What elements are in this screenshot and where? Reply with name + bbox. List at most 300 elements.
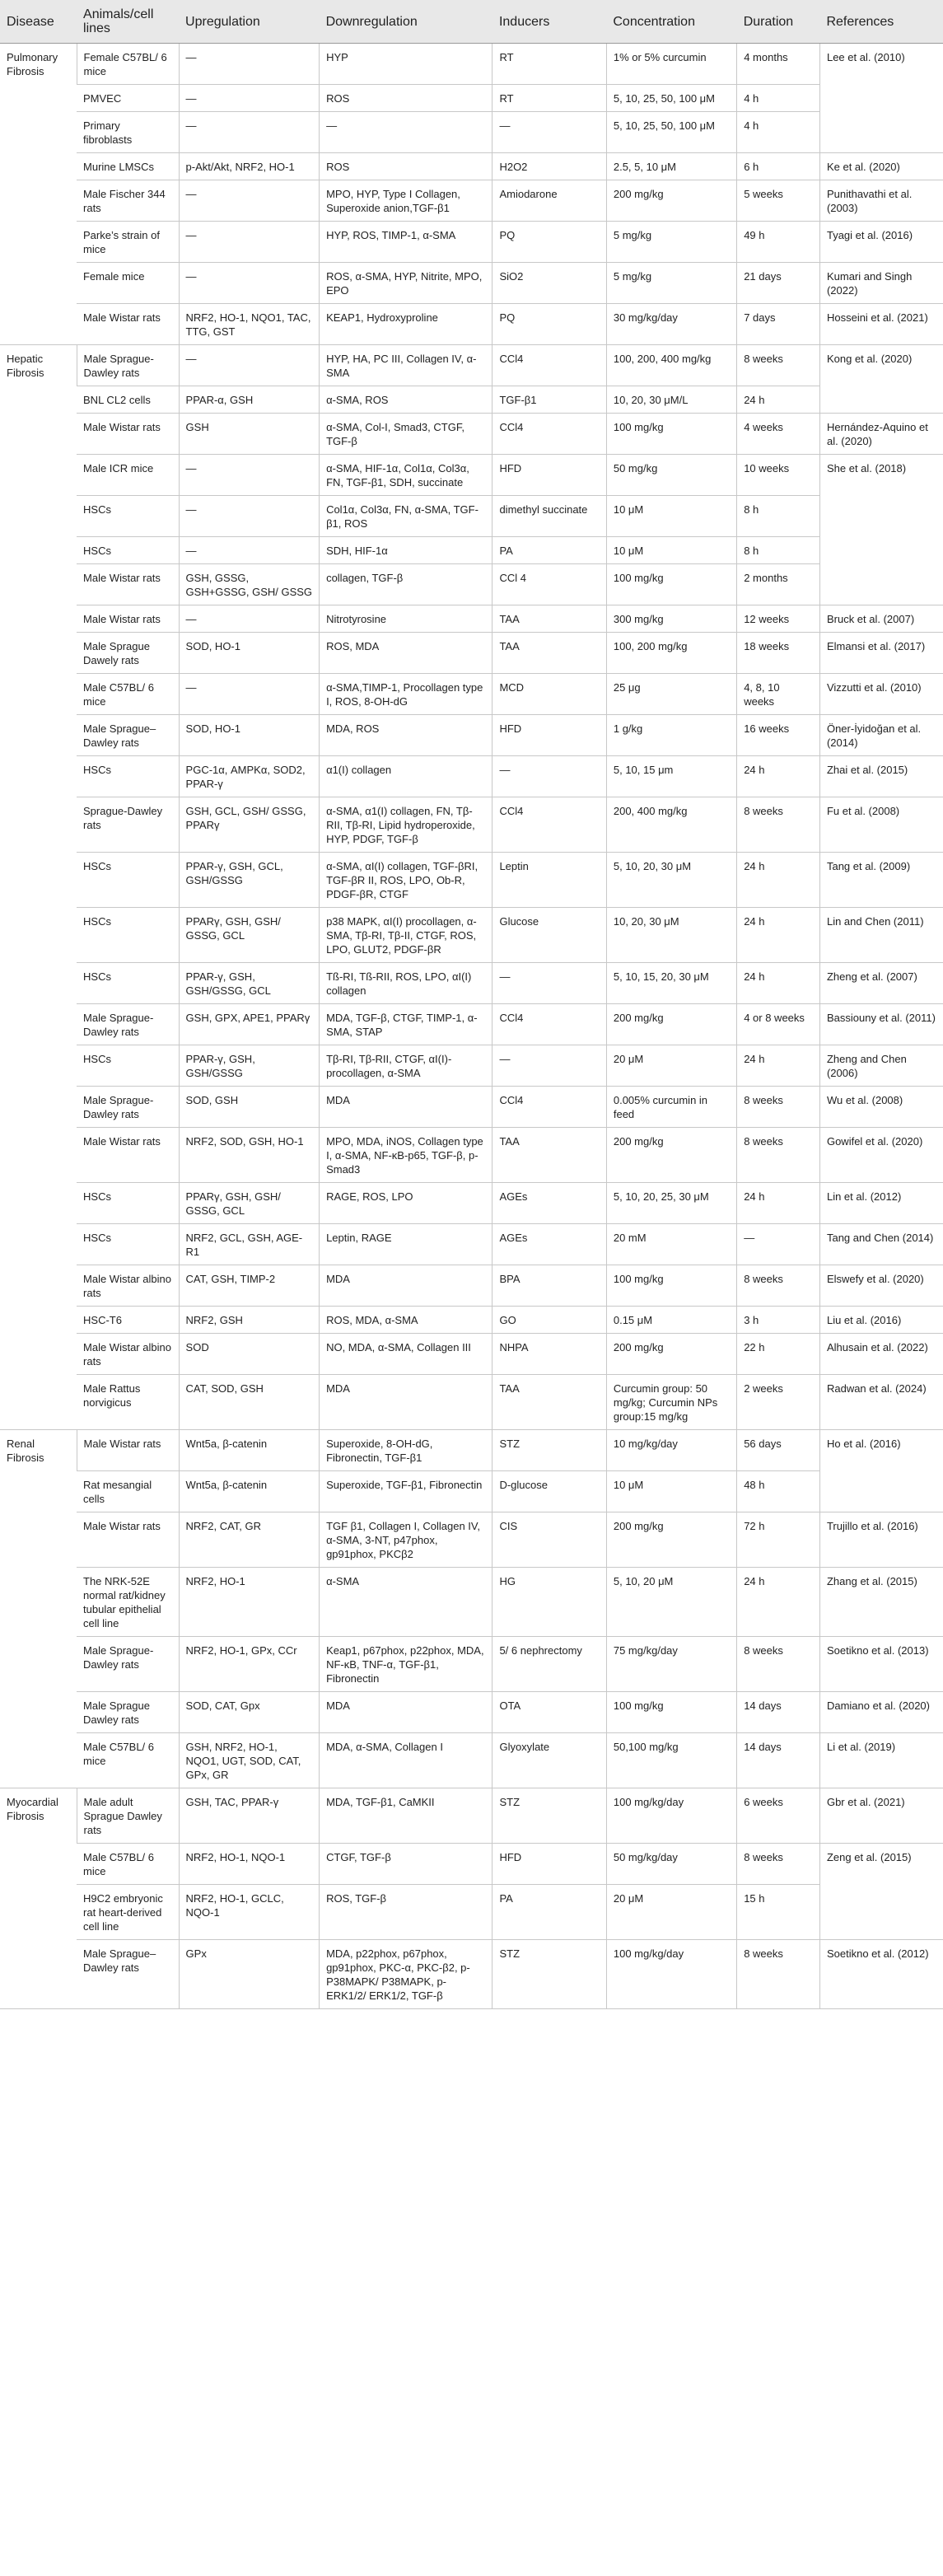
duration-cell: 6 weeks bbox=[737, 1788, 820, 1844]
inducer-cell: GO bbox=[493, 1307, 606, 1334]
downregulation-cell: Keap1, p67phox, p22phox, MDA, NF-κB, TNF-α, TGF-β1, Fibronectin bbox=[320, 1637, 493, 1692]
animal-cell: Male Fischer 344 rats bbox=[77, 180, 179, 222]
table-row bbox=[0, 537, 943, 564]
reference-cell: Tang et al. (2009) bbox=[819, 853, 943, 908]
concentration-cell: 100, 200 mg/kg bbox=[606, 633, 736, 674]
duration-cell: 24 h bbox=[737, 908, 820, 963]
concentration-cell: 100 mg/kg bbox=[606, 414, 736, 455]
animal-cell: Male C57BL/ 6 mice bbox=[77, 1844, 179, 1885]
animal-cell: Rat mesangial cells bbox=[77, 1471, 179, 1512]
reference-cell: Damiano et al. (2020) bbox=[819, 1692, 943, 1733]
table-row bbox=[0, 222, 943, 263]
inducer-cell: CCl 4 bbox=[493, 564, 606, 605]
upregulation-cell: Wnt5a, β-catenin bbox=[179, 1430, 320, 1471]
table-row bbox=[0, 908, 943, 963]
duration-cell: 4, 8, 10 weeks bbox=[737, 674, 820, 715]
inducer-cell: STZ bbox=[493, 1430, 606, 1471]
animal-cell: Male Sprague Dawely rats bbox=[77, 633, 179, 674]
animal-cell: Male Wistar rats bbox=[77, 564, 179, 605]
table-row bbox=[0, 715, 943, 756]
concentration-cell: 30 mg/kg/day bbox=[606, 304, 736, 345]
table-row bbox=[0, 153, 943, 180]
animal-cell: HSCs bbox=[77, 908, 179, 963]
concentration-cell: 200 mg/kg bbox=[606, 1128, 736, 1183]
duration-cell: 18 weeks bbox=[737, 633, 820, 674]
animal-cell: H9C2 embryonic rat heart-derived cell line bbox=[77, 1885, 179, 1940]
table-row bbox=[0, 1940, 943, 2009]
upregulation-cell: NRF2, HO-1, GPx, CCr bbox=[179, 1637, 320, 1692]
duration-cell: 24 h bbox=[737, 1568, 820, 1637]
reference-cell: Elmansi et al. (2017) bbox=[819, 633, 943, 674]
concentration-cell: 10 mg/kg/day bbox=[606, 1430, 736, 1471]
inducer-cell: Glyoxylate bbox=[493, 1733, 606, 1788]
reference-cell: Zheng and Chen (2006) bbox=[819, 1045, 943, 1087]
duration-cell: 8 weeks bbox=[737, 345, 820, 386]
downregulation-cell: HYP bbox=[320, 44, 493, 85]
duration-cell: 10 weeks bbox=[737, 455, 820, 496]
concentration-cell: 100 mg/kg bbox=[606, 1692, 736, 1733]
animal-cell: HSCs bbox=[77, 1224, 179, 1265]
downregulation-cell: MDA, p22phox, p67phox, gp91phox, PKC-α, PKC-β2, p-P38MAPK/ P38MAPK, p-ERK1/2/ ERK1/2, TGF-β bbox=[320, 1940, 493, 2009]
duration-cell: 49 h bbox=[737, 222, 820, 263]
duration-cell: 8 h bbox=[737, 537, 820, 564]
upregulation-cell: NRF2, SOD, GSH, HO-1 bbox=[179, 1128, 320, 1183]
concentration-cell: 10, 20, 30 μM bbox=[606, 908, 736, 963]
downregulation-cell: MDA, ROS bbox=[320, 715, 493, 756]
concentration-cell: 300 mg/kg bbox=[606, 605, 736, 633]
animal-cell: HSCs bbox=[77, 1183, 179, 1224]
inducer-cell: HFD bbox=[493, 715, 606, 756]
duration-cell: 14 days bbox=[737, 1733, 820, 1788]
reference-cell: Lee et al. (2010) bbox=[819, 44, 943, 153]
table-row bbox=[0, 263, 943, 304]
table-row bbox=[0, 1733, 943, 1788]
table-row bbox=[0, 963, 943, 1004]
reference-cell: Ho et al. (2016) bbox=[819, 1430, 943, 1512]
downregulation-cell: α-SMA, Col-I, Smad3, CTGF, TGF-β bbox=[320, 414, 493, 455]
reference-cell: Punithavathi et al. (2003) bbox=[819, 180, 943, 222]
inducer-cell: Amiodarone bbox=[493, 180, 606, 222]
reference-cell: Öner-İyidoğan et al. (2014) bbox=[819, 715, 943, 756]
concentration-cell: 200 mg/kg bbox=[606, 1334, 736, 1375]
concentration-cell: 10, 20, 30 μM/L bbox=[606, 386, 736, 414]
upregulation-cell: — bbox=[179, 222, 320, 263]
duration-cell: 22 h bbox=[737, 1334, 820, 1375]
animal-cell: HSCs bbox=[77, 853, 179, 908]
inducer-cell: CCl4 bbox=[493, 414, 606, 455]
inducer-cell: HG bbox=[493, 1568, 606, 1637]
table-row bbox=[0, 85, 943, 112]
animal-cell: Male Wistar rats bbox=[77, 1430, 179, 1471]
concentration-cell: 5 mg/kg bbox=[606, 222, 736, 263]
upregulation-cell: — bbox=[179, 180, 320, 222]
upregulation-cell: — bbox=[179, 345, 320, 386]
duration-cell: 4 h bbox=[737, 85, 820, 112]
downregulation-cell: MPO, MDA, iNOS, Collagen type I, α-SMA, NF-κB-p65, TGF-β, p-Smad3 bbox=[320, 1128, 493, 1183]
downregulation-cell: MDA, TGF-β, CTGF, TIMP-1, α-SMA, STAP bbox=[320, 1004, 493, 1045]
table-row bbox=[0, 1430, 943, 1471]
upregulation-cell: Wnt5a, β-catenin bbox=[179, 1471, 320, 1512]
disease-cell: Myocardial Fibrosis bbox=[0, 1788, 77, 2009]
concentration-cell: 20 μM bbox=[606, 1045, 736, 1087]
disease-cell: Pulmonary Fibrosis bbox=[0, 44, 77, 345]
downregulation-cell: — bbox=[320, 112, 493, 153]
concentration-cell: 5, 10, 20, 25, 30 μM bbox=[606, 1183, 736, 1224]
reference-cell: Ke et al. (2020) bbox=[819, 153, 943, 180]
downregulation-cell: ROS, MDA, α-SMA bbox=[320, 1307, 493, 1334]
concentration-cell: 5, 10, 15, 20, 30 μM bbox=[606, 963, 736, 1004]
inducer-cell: TGF-β1 bbox=[493, 386, 606, 414]
upregulation-cell: NRF2, HO-1, NQO1, TAC, TTG, GST bbox=[179, 304, 320, 345]
inducer-cell: PQ bbox=[493, 222, 606, 263]
upregulation-cell: NRF2, HO-1, GCLC, NQO-1 bbox=[179, 1885, 320, 1940]
downregulation-cell: CTGF, TGF-β bbox=[320, 1844, 493, 1885]
animal-cell: Parke’s strain of mice bbox=[77, 222, 179, 263]
downregulation-cell: TGF β1, Collagen I, Collagen IV, α-SMA, 3-NT, p47phox, gp91phox, PKCβ2 bbox=[320, 1512, 493, 1568]
table-row bbox=[0, 605, 943, 633]
animal-cell: Male Wistar albino rats bbox=[77, 1334, 179, 1375]
upregulation-cell: NRF2, GSH bbox=[179, 1307, 320, 1334]
duration-cell: 8 weeks bbox=[737, 1940, 820, 2009]
duration-cell: — bbox=[737, 1224, 820, 1265]
reference-cell: Wu et al. (2008) bbox=[819, 1087, 943, 1128]
downregulation-cell: α-SMA, ROS bbox=[320, 386, 493, 414]
animal-cell: Male Sprague-Dawley rats bbox=[77, 345, 179, 386]
duration-cell: 24 h bbox=[737, 963, 820, 1004]
disease-cell: Renal Fibrosis bbox=[0, 1430, 77, 1788]
reference-cell: Alhusain et al. (2022) bbox=[819, 1334, 943, 1375]
upregulation-cell: GSH bbox=[179, 414, 320, 455]
downregulation-cell: Superoxide, 8-OH-dG, Fibronectin, TGF-β1 bbox=[320, 1430, 493, 1471]
inducer-cell: CIS bbox=[493, 1512, 606, 1568]
concentration-cell: 200 mg/kg bbox=[606, 180, 736, 222]
table-row bbox=[0, 797, 943, 853]
downregulation-cell: α-SMA, α1(I) collagen, FN, Tβ-RII, Tβ-RI, Lipid hydroperoxide, HYP, PDGF, TGF-β bbox=[320, 797, 493, 853]
downregulation-cell: ROS, MDA bbox=[320, 633, 493, 674]
inducer-cell: TAA bbox=[493, 1128, 606, 1183]
table-row bbox=[0, 1128, 943, 1183]
downregulation-cell: MDA, α-SMA, Collagen I bbox=[320, 1733, 493, 1788]
animal-cell: Male adult Sprague Dawley rats bbox=[77, 1788, 179, 1844]
duration-cell: 48 h bbox=[737, 1471, 820, 1512]
header-inducers: Inducers bbox=[493, 0, 606, 44]
downregulation-cell: Tß-RI, Tß-RII, ROS, LPO, αI(I) collagen bbox=[320, 963, 493, 1004]
downregulation-cell: α1(I) collagen bbox=[320, 756, 493, 797]
inducer-cell: SiO2 bbox=[493, 263, 606, 304]
inducer-cell: H2O2 bbox=[493, 153, 606, 180]
animal-cell: Male Sprague–Dawley rats bbox=[77, 1940, 179, 2009]
upregulation-cell: CAT, GSH, TIMP-2 bbox=[179, 1265, 320, 1307]
concentration-cell: 20 mM bbox=[606, 1224, 736, 1265]
concentration-cell: 200, 400 mg/kg bbox=[606, 797, 736, 853]
table-row bbox=[0, 1004, 943, 1045]
inducer-cell: TAA bbox=[493, 1375, 606, 1430]
downregulation-cell: ROS, α-SMA, HYP, Nitrite, MPO, EPO bbox=[320, 263, 493, 304]
upregulation-cell: NRF2, GCL, GSH, AGE-R1 bbox=[179, 1224, 320, 1265]
table-row bbox=[0, 1568, 943, 1637]
animal-cell: Male Sprague-Dawley rats bbox=[77, 1087, 179, 1128]
table-row bbox=[0, 345, 943, 386]
inducer-cell: AGEs bbox=[493, 1224, 606, 1265]
table-row bbox=[0, 1045, 943, 1087]
upregulation-cell: — bbox=[179, 112, 320, 153]
table-row bbox=[0, 496, 943, 537]
inducer-cell: STZ bbox=[493, 1940, 606, 2009]
duration-cell: 15 h bbox=[737, 1885, 820, 1940]
header-row bbox=[0, 0, 943, 44]
inducer-cell: CCl4 bbox=[493, 1087, 606, 1128]
reference-cell: Tyagi et al. (2016) bbox=[819, 222, 943, 263]
inducer-cell: — bbox=[493, 112, 606, 153]
inducer-cell: 5/ 6 nephrectomy bbox=[493, 1637, 606, 1692]
table-row bbox=[0, 1788, 943, 1844]
upregulation-cell: — bbox=[179, 674, 320, 715]
inducer-cell: dimethyl succinate bbox=[493, 496, 606, 537]
concentration-cell: 10 μM bbox=[606, 537, 736, 564]
table-row bbox=[0, 1885, 943, 1940]
inducer-cell: AGEs bbox=[493, 1183, 606, 1224]
reference-cell: Kumari and Singh (2022) bbox=[819, 263, 943, 304]
duration-cell: 8 weeks bbox=[737, 1087, 820, 1128]
concentration-cell: 10 μM bbox=[606, 1471, 736, 1512]
concentration-cell: 5, 10, 15 μm bbox=[606, 756, 736, 797]
upregulation-cell: SOD, CAT, Gpx bbox=[179, 1692, 320, 1733]
upregulation-cell: — bbox=[179, 605, 320, 633]
reference-cell: Fu et al. (2008) bbox=[819, 797, 943, 853]
duration-cell: 72 h bbox=[737, 1512, 820, 1568]
table-row bbox=[0, 1307, 943, 1334]
table-row bbox=[0, 674, 943, 715]
inducer-cell: TAA bbox=[493, 605, 606, 633]
duration-cell: 24 h bbox=[737, 853, 820, 908]
table-row bbox=[0, 1375, 943, 1430]
duration-cell: 5 weeks bbox=[737, 180, 820, 222]
table-row bbox=[0, 112, 943, 153]
downregulation-cell: KEAP1, Hydroxyproline bbox=[320, 304, 493, 345]
table-row bbox=[0, 1512, 943, 1568]
upregulation-cell: PPAR-γ, GSH, GCL, GSH/GSSG bbox=[179, 853, 320, 908]
downregulation-cell: Leptin, RAGE bbox=[320, 1224, 493, 1265]
reference-cell: Liu et al. (2016) bbox=[819, 1307, 943, 1334]
animal-cell: Male Wistar rats bbox=[77, 605, 179, 633]
animal-cell: Male Wistar albino rats bbox=[77, 1265, 179, 1307]
upregulation-cell: PPAR-γ, GSH, GSH/GSSG bbox=[179, 1045, 320, 1087]
inducer-cell: BPA bbox=[493, 1265, 606, 1307]
animal-cell: Male Wistar rats bbox=[77, 414, 179, 455]
inducer-cell: PA bbox=[493, 1885, 606, 1940]
concentration-cell: 100 mg/kg bbox=[606, 1265, 736, 1307]
header-downregulation: Downregulation bbox=[320, 0, 493, 44]
downregulation-cell: MDA bbox=[320, 1692, 493, 1733]
downregulation-cell: ROS, TGF-β bbox=[320, 1885, 493, 1940]
inducer-cell: — bbox=[493, 756, 606, 797]
concentration-cell: 200 mg/kg bbox=[606, 1004, 736, 1045]
animal-cell: The NRK-52E normal rat/kidney tubular epithelial cell line bbox=[77, 1568, 179, 1637]
table-header bbox=[0, 0, 943, 44]
concentration-cell: 5, 10, 20 μM bbox=[606, 1568, 736, 1637]
concentration-cell: 0.15 μM bbox=[606, 1307, 736, 1334]
reference-cell: Zhang et al. (2015) bbox=[819, 1568, 943, 1637]
reference-cell: Gowifel et al. (2020) bbox=[819, 1128, 943, 1183]
concentration-cell: 5, 10, 25, 50, 100 μM bbox=[606, 85, 736, 112]
downregulation-cell: α-SMA bbox=[320, 1568, 493, 1637]
concentration-cell: 1 g/kg bbox=[606, 715, 736, 756]
animal-cell: Male Sprague-Dawley rats bbox=[77, 1637, 179, 1692]
table-row bbox=[0, 1692, 943, 1733]
header-upregulation: Upregulation bbox=[179, 0, 320, 44]
downregulation-cell: RAGE, ROS, LPO bbox=[320, 1183, 493, 1224]
animal-cell: Male C57BL/ 6 mice bbox=[77, 1733, 179, 1788]
concentration-cell: 10 μM bbox=[606, 496, 736, 537]
downregulation-cell: α-SMA, αI(I) collagen, TGF-βRI, TGF-βR II, ROS, LPO, Ob-R, PDGF-βR, CTGF bbox=[320, 853, 493, 908]
reference-cell: Hosseini et al. (2021) bbox=[819, 304, 943, 345]
animal-cell: HSCs bbox=[77, 537, 179, 564]
header-references: References bbox=[819, 0, 943, 44]
reference-cell: Bruck et al. (2007) bbox=[819, 605, 943, 633]
upregulation-cell: GSH, TAC, PPAR-γ bbox=[179, 1788, 320, 1844]
duration-cell: 4 months bbox=[737, 44, 820, 85]
concentration-cell: 25 μg bbox=[606, 674, 736, 715]
downregulation-cell: Tβ-RI, Tβ-RII, CTGF, αI(I)-procollagen, α-SMA bbox=[320, 1045, 493, 1087]
downregulation-cell: MDA bbox=[320, 1265, 493, 1307]
duration-cell: 56 days bbox=[737, 1430, 820, 1471]
inducer-cell: HFD bbox=[493, 455, 606, 496]
downregulation-cell: p38 MAPK, αI(I) procollagen, α-SMA, Tβ-RI, Tβ-II, CTGF, ROS, LPO, GLUT2, PDGF-βR bbox=[320, 908, 493, 963]
header-animals: Animals/cell lines bbox=[77, 0, 179, 44]
upregulation-cell: SOD, GSH bbox=[179, 1087, 320, 1128]
downregulation-cell: MDA bbox=[320, 1375, 493, 1430]
table-row bbox=[0, 1265, 943, 1307]
reference-cell: Radwan et al. (2024) bbox=[819, 1375, 943, 1430]
upregulation-cell: CAT, SOD, GSH bbox=[179, 1375, 320, 1430]
concentration-cell: 200 mg/kg bbox=[606, 1512, 736, 1568]
reference-cell: Tang and Chen (2014) bbox=[819, 1224, 943, 1265]
inducer-cell: CCl4 bbox=[493, 797, 606, 853]
table-row bbox=[0, 1334, 943, 1375]
table-body bbox=[0, 44, 943, 2009]
upregulation-cell: GSH, NRF2, HO-1, NQO1, UGT, SOD, CAT, GPx, GR bbox=[179, 1733, 320, 1788]
duration-cell: 3 h bbox=[737, 1307, 820, 1334]
downregulation-cell: Col1α, Col3α, FN, α-SMA, TGF-β1, ROS bbox=[320, 496, 493, 537]
downregulation-cell: MDA bbox=[320, 1087, 493, 1128]
duration-cell: 8 weeks bbox=[737, 1128, 820, 1183]
upregulation-cell: NRF2, HO-1 bbox=[179, 1568, 320, 1637]
upregulation-cell: NRF2, HO-1, NQO-1 bbox=[179, 1844, 320, 1885]
duration-cell: 16 weeks bbox=[737, 715, 820, 756]
inducer-cell: Glucose bbox=[493, 908, 606, 963]
duration-cell: 8 weeks bbox=[737, 1844, 820, 1885]
upregulation-cell: — bbox=[179, 44, 320, 85]
concentration-cell: 0.005% curcumin in feed bbox=[606, 1087, 736, 1128]
animal-cell: Male Wistar rats bbox=[77, 304, 179, 345]
upregulation-cell: GSH, GPX, APE1, PPARγ bbox=[179, 1004, 320, 1045]
table-row bbox=[0, 564, 943, 605]
reference-cell: Elswefy et al. (2020) bbox=[819, 1265, 943, 1307]
animal-cell: BNL CL2 cells bbox=[77, 386, 179, 414]
inducer-cell: Leptin bbox=[493, 853, 606, 908]
animal-cell: Male Sprague Dawley rats bbox=[77, 1692, 179, 1733]
animal-cell: Murine LMSCs bbox=[77, 153, 179, 180]
header-disease: Disease bbox=[0, 0, 77, 44]
inducer-cell: CCl4 bbox=[493, 1004, 606, 1045]
inducer-cell: RT bbox=[493, 44, 606, 85]
table-row bbox=[0, 1183, 943, 1224]
upregulation-cell: SOD bbox=[179, 1334, 320, 1375]
table-row bbox=[0, 304, 943, 345]
duration-cell: 4 h bbox=[737, 112, 820, 153]
animal-cell: Male Sprague–Dawley rats bbox=[77, 715, 179, 756]
concentration-cell: 100 mg/kg/day bbox=[606, 1788, 736, 1844]
reference-cell: Zheng et al. (2007) bbox=[819, 963, 943, 1004]
upregulation-cell: NRF2, CAT, GR bbox=[179, 1512, 320, 1568]
upregulation-cell: PPAR-γ, GSH, GSH/GSSG, GCL bbox=[179, 963, 320, 1004]
upregulation-cell: — bbox=[179, 537, 320, 564]
header-concentration: Concentration bbox=[606, 0, 736, 44]
table-row bbox=[0, 1637, 943, 1692]
reference-cell: Soetikno et al. (2013) bbox=[819, 1637, 943, 1692]
duration-cell: 12 weeks bbox=[737, 605, 820, 633]
animal-cell: Female C57BL/ 6 mice bbox=[77, 44, 179, 85]
downregulation-cell: NO, MDA, α-SMA, Collagen III bbox=[320, 1334, 493, 1375]
downregulation-cell: MPO, HYP, Type I Collagen, Superoxide anion,TGF-β1 bbox=[320, 180, 493, 222]
concentration-cell: 50 mg/kg bbox=[606, 455, 736, 496]
downregulation-cell: HYP, ROS, TIMP-1, α-SMA bbox=[320, 222, 493, 263]
reference-cell: Li et al. (2019) bbox=[819, 1733, 943, 1788]
upregulation-cell: — bbox=[179, 263, 320, 304]
duration-cell: 2 months bbox=[737, 564, 820, 605]
inducer-cell: — bbox=[493, 963, 606, 1004]
duration-cell: 2 weeks bbox=[737, 1375, 820, 1430]
duration-cell: 24 h bbox=[737, 756, 820, 797]
duration-cell: 8 weeks bbox=[737, 1265, 820, 1307]
animal-cell: Primary fibroblasts bbox=[77, 112, 179, 153]
table-row bbox=[0, 1844, 943, 1885]
animal-cell: Male Rattus norvigicus bbox=[77, 1375, 179, 1430]
concentration-cell: 2.5, 5, 10 μM bbox=[606, 153, 736, 180]
animal-cell: HSCs bbox=[77, 756, 179, 797]
concentration-cell: 100 mg/kg/day bbox=[606, 1940, 736, 2009]
upregulation-cell: PGC-1α, AMPKα, SOD2, PPAR-γ bbox=[179, 756, 320, 797]
animal-cell: Female mice bbox=[77, 263, 179, 304]
table-row bbox=[0, 633, 943, 674]
inducer-cell: PQ bbox=[493, 304, 606, 345]
upregulation-cell: — bbox=[179, 496, 320, 537]
table-row bbox=[0, 1471, 943, 1512]
inducer-cell: MCD bbox=[493, 674, 606, 715]
animal-cell: Male Wistar rats bbox=[77, 1512, 179, 1568]
reference-cell: Zhai et al. (2015) bbox=[819, 756, 943, 797]
downregulation-cell: ROS bbox=[320, 153, 493, 180]
concentration-cell: 5, 10, 20, 30 μM bbox=[606, 853, 736, 908]
inducer-cell: — bbox=[493, 1045, 606, 1087]
concentration-cell: Curcumin group: 50 mg/kg; Curcumin NPs group:15 mg/kg bbox=[606, 1375, 736, 1430]
concentration-cell: 50 mg/kg/day bbox=[606, 1844, 736, 1885]
upregulation-cell: PPAR-α, GSH bbox=[179, 386, 320, 414]
duration-cell: 8 weeks bbox=[737, 1637, 820, 1692]
duration-cell: 6 h bbox=[737, 153, 820, 180]
concentration-cell: 50,100 mg/kg bbox=[606, 1733, 736, 1788]
animal-cell: Male Wistar rats bbox=[77, 1128, 179, 1183]
duration-cell: 24 h bbox=[737, 1045, 820, 1087]
upregulation-cell: PPARγ, GSH, GSH/ GSSG, GCL bbox=[179, 1183, 320, 1224]
inducer-cell: RT bbox=[493, 85, 606, 112]
animal-cell: Sprague-Dawley rats bbox=[77, 797, 179, 853]
concentration-cell: 75 mg/kg/day bbox=[606, 1637, 736, 1692]
duration-cell: 14 days bbox=[737, 1692, 820, 1733]
table-row bbox=[0, 44, 943, 85]
table-row bbox=[0, 1087, 943, 1128]
upregulation-cell: — bbox=[179, 455, 320, 496]
